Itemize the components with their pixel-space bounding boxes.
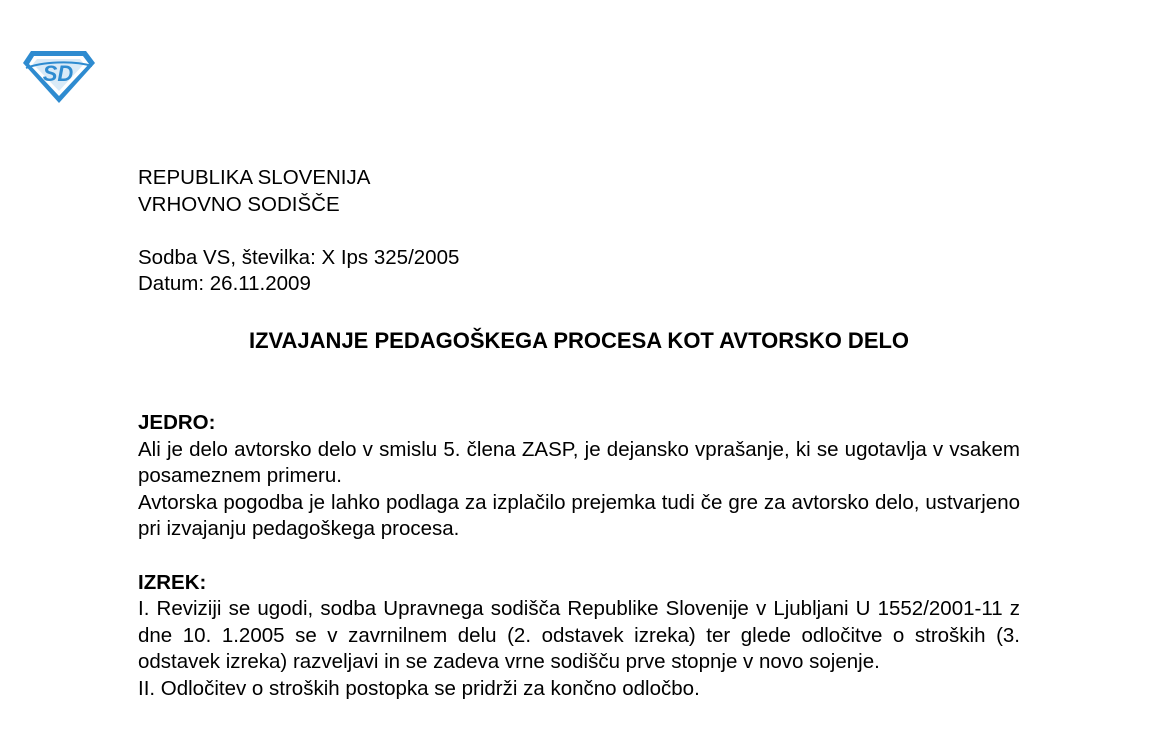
section-jedro (138, 410, 1020, 543)
paragraph: Ali je delo avtorsko delo v smislu 5. člena ZASP, je dejansko vprašanje, ki se ugotavlja v vsakem posameznem primeru. (138, 437, 1020, 488)
judgment-date: Datum: 26.11.2009 (138, 272, 311, 296)
sd-shield-logo (22, 50, 96, 104)
case-meta (138, 245, 1020, 298)
document-body (138, 165, 1020, 703)
court-header (138, 165, 1020, 218)
logo-lettering: SD (42, 61, 74, 86)
paragraph: II. Odločitev o stroških postopka se pridrži za končno odločbo. (138, 676, 700, 700)
sd-logo-icon (22, 50, 96, 104)
paragraph: Avtorska pogodba je lahko podlaga za izplačilo prejemka tudi če gre za avtorsko delo, ustvarjeno pri izvajanju pedagoškega procesa. (138, 490, 1020, 541)
document-title: IZVAJANJE PEDAGOŠKEGA PROCESA KOT AVTORSKO DELO (248, 327, 910, 353)
section-izrek (138, 570, 1020, 703)
paragraph: I. Reviziji se ugodi, sodba Upravnega sodišča Republike Slovenije v Ljubljani U 1552/2001-11 z dne 10. 1.2005 se v zavrnilnem delu (2. odstavek izreka) ter glede odločitve o stroških (3. odstavek izreka) razveljavi in se zadeva vrne sodišču prve stopnje v novo sojenje. (138, 597, 1020, 674)
section-heading-jedro: JEDRO: (138, 410, 216, 434)
case-number: Sodba VS, številka: X Ips 325/2005 (138, 245, 460, 269)
section-heading-izrek: IZREK: (138, 570, 207, 594)
court-name: VRHOVNO SODIŠČE (138, 192, 340, 216)
republic-name: REPUBLIKA SLOVENIJA (138, 166, 371, 189)
